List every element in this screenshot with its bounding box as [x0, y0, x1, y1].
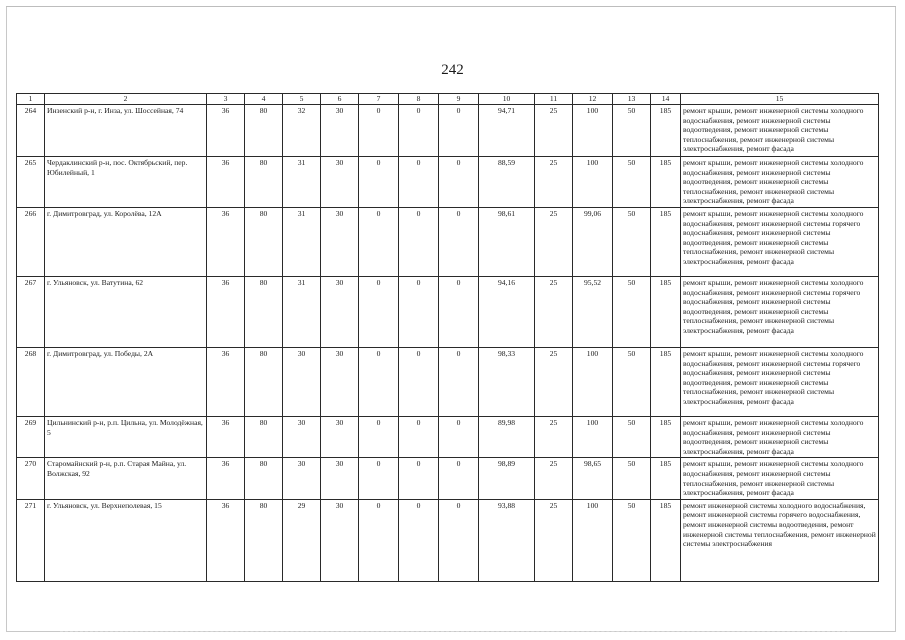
table-row	[17, 277, 879, 348]
col-header-1: 1	[17, 94, 45, 105]
cell-works: ремонт крыши, ремонт инженерной системы холодного водоснабжения, ремонт инженерной системы горячего водоснабжения, ремонт инженерной системы водоотведения, ремонт инженерной системы теплоснабжения, ремонт инженерной системы электроснабжения, ремонт фасада	[681, 208, 879, 277]
cell-col6: 30	[321, 277, 359, 348]
cell-col9: 0	[439, 277, 479, 348]
cell-col13: 50	[613, 499, 651, 581]
cell-col7: 0	[359, 157, 399, 208]
cell-col3: 36	[207, 499, 245, 581]
cell-col10: 94,16	[479, 277, 535, 348]
table-row	[17, 458, 879, 499]
cell-col4: 80	[245, 277, 283, 348]
cell-col12: 98,65	[573, 458, 613, 499]
page-top-edge	[6, 6, 896, 7]
cell-col5: 31	[283, 157, 321, 208]
cell-col8: 0	[399, 157, 439, 208]
cell-col8: 0	[399, 105, 439, 157]
cell-col14: 185	[651, 105, 681, 157]
cell-col13: 50	[613, 208, 651, 277]
cell-col7: 0	[359, 277, 399, 348]
cell-col3: 36	[207, 348, 245, 417]
cell-col10: 93,88	[479, 499, 535, 581]
cell-works: ремонт крыши, ремонт инженерной системы холодного водоснабжения, ремонт инженерной системы водоотведения, ремонт инженерной системы теплоснабжения, ремонт инженерной системы электроснабжения, ремонт фасада	[681, 105, 879, 157]
cell-col8: 0	[399, 277, 439, 348]
col-header-4: 4	[245, 94, 283, 105]
cell-col8: 0	[399, 458, 439, 499]
cell-works: ремонт крыши, ремонт инженерной системы холодного водоснабжения, ремонт инженерной системы водоотведения, ремонт инженерной системы электроснабжения, ремонт фасада	[681, 417, 879, 458]
cell-col3: 36	[207, 417, 245, 458]
cell-col14: 185	[651, 348, 681, 417]
col-header-3: 3	[207, 94, 245, 105]
cell-col13: 50	[613, 417, 651, 458]
cell-works: ремонт крыши, ремонт инженерной системы холодного водоснабжения, ремонт инженерной системы водоотведения, ремонт инженерной системы теплоснабжения, ремонт инженерной системы электроснабжения, ремонт фасада	[681, 157, 879, 208]
col-header-9: 9	[439, 94, 479, 105]
col-header-13: 13	[613, 94, 651, 105]
col-header-10: 10	[479, 94, 535, 105]
cell-col10: 98,33	[479, 348, 535, 417]
cell-works: ремонт инженерной системы холодного водоснабжения, ремонт инженерной системы горячего водоснабжения, ремонт инженерной системы водоотведения, ремонт инженерной системы теплоснабжения, ремонт инженерной системы электроснабжения	[681, 499, 879, 581]
cell-col7: 0	[359, 208, 399, 277]
table-row	[17, 208, 879, 277]
cell-col11: 25	[535, 348, 573, 417]
col-header-5: 5	[283, 94, 321, 105]
cell-col9: 0	[439, 105, 479, 157]
cell-col4: 80	[245, 157, 283, 208]
cell-works: ремонт крыши, ремонт инженерной системы холодного водоснабжения, ремонт инженерной системы теплоснабжения, ремонт инженерной системы электроснабжения, ремонт фасада	[681, 458, 879, 499]
cell-col12: 100	[573, 499, 613, 581]
cell-col9: 0	[439, 157, 479, 208]
cell-col5: 30	[283, 348, 321, 417]
cell-col6: 30	[321, 417, 359, 458]
cell-address: г. Ульяновск, ул. Верхнеполевая, 15	[45, 499, 207, 581]
cell-col5: 30	[283, 417, 321, 458]
cell-col6: 30	[321, 157, 359, 208]
cell-col3: 36	[207, 105, 245, 157]
cell-col7: 0	[359, 499, 399, 581]
cell-col4: 80	[245, 417, 283, 458]
cell-col9: 0	[439, 499, 479, 581]
cell-col9: 0	[439, 208, 479, 277]
cell-col7: 0	[359, 105, 399, 157]
cell-col4: 80	[245, 105, 283, 157]
table-row	[17, 157, 879, 208]
table-row	[17, 105, 879, 157]
col-header-15: 15	[681, 94, 879, 105]
cell-number: 264	[17, 105, 45, 157]
cell-works: ремонт крыши, ремонт инженерной системы холодного водоснабжения, ремонт инженерной системы горячего водоснабжения, ремонт инженерной системы водоотведения, ремонт инженерной системы теплоснабжения, ремонт инженерной системы электроснабжения, ремонт фасада	[681, 277, 879, 348]
cell-col3: 36	[207, 458, 245, 499]
cell-col7: 0	[359, 348, 399, 417]
cell-col4: 80	[245, 348, 283, 417]
cell-col13: 50	[613, 277, 651, 348]
cell-col3: 36	[207, 277, 245, 348]
cell-col8: 0	[399, 499, 439, 581]
cell-address: г. Ульяновск, ул. Ватутина, 62	[45, 277, 207, 348]
cell-col13: 50	[613, 105, 651, 157]
cell-col14: 185	[651, 499, 681, 581]
table-row	[17, 499, 879, 581]
cell-col5: 31	[283, 208, 321, 277]
cell-col11: 25	[535, 157, 573, 208]
cell-col14: 185	[651, 417, 681, 458]
col-header-6: 6	[321, 94, 359, 105]
scan-artifact-line	[60, 631, 850, 632]
cell-col6: 30	[321, 499, 359, 581]
cell-col12: 95,52	[573, 277, 613, 348]
cell-col4: 80	[245, 499, 283, 581]
cell-col12: 100	[573, 417, 613, 458]
col-header-8: 8	[399, 94, 439, 105]
cell-col10: 98,61	[479, 208, 535, 277]
cell-col8: 0	[399, 208, 439, 277]
cell-col11: 25	[535, 105, 573, 157]
table-row	[17, 417, 879, 458]
cell-col11: 25	[535, 277, 573, 348]
cell-address: г. Димитровград, ул. Победы, 2А	[45, 348, 207, 417]
cell-col7: 0	[359, 458, 399, 499]
repair-table	[16, 93, 879, 582]
cell-col4: 80	[245, 458, 283, 499]
col-header-11: 11	[535, 94, 573, 105]
cell-number: 271	[17, 499, 45, 581]
table-row	[17, 348, 879, 417]
cell-col12: 100	[573, 348, 613, 417]
cell-col13: 50	[613, 348, 651, 417]
cell-col8: 0	[399, 348, 439, 417]
cell-col5: 32	[283, 105, 321, 157]
cell-col10: 88,59	[479, 157, 535, 208]
cell-number: 269	[17, 417, 45, 458]
cell-number: 266	[17, 208, 45, 277]
cell-col10: 98,89	[479, 458, 535, 499]
cell-col11: 25	[535, 208, 573, 277]
cell-col10: 94,71	[479, 105, 535, 157]
cell-col11: 25	[535, 499, 573, 581]
cell-col12: 100	[573, 105, 613, 157]
cell-number: 265	[17, 157, 45, 208]
cell-col6: 30	[321, 105, 359, 157]
col-header-14: 14	[651, 94, 681, 105]
cell-number: 268	[17, 348, 45, 417]
header-row	[17, 94, 879, 105]
cell-col10: 89,98	[479, 417, 535, 458]
cell-col8: 0	[399, 417, 439, 458]
cell-address: г. Димитровград, ул. Королёва, 12А	[45, 208, 207, 277]
col-header-2: 2	[45, 94, 207, 105]
cell-col11: 25	[535, 417, 573, 458]
cell-works: ремонт крыши, ремонт инженерной системы холодного водоснабжения, ремонт инженерной системы горячего водоснабжения, ремонт инженерной системы водоотведения, ремонт инженерной системы теплоснабжения, ремонт инженерной системы электроснабжения, ремонт фасада	[681, 348, 879, 417]
cell-col3: 36	[207, 157, 245, 208]
cell-col7: 0	[359, 417, 399, 458]
cell-address: Старомайнский р-н, р.п. Старая Майна, ул. Волжская, 92	[45, 458, 207, 499]
page-number: 242	[441, 62, 464, 78]
cell-col5: 30	[283, 458, 321, 499]
cell-col5: 29	[283, 499, 321, 581]
cell-col4: 80	[245, 208, 283, 277]
col-header-7: 7	[359, 94, 399, 105]
cell-col13: 50	[613, 157, 651, 208]
cell-number: 267	[17, 277, 45, 348]
col-header-12: 12	[573, 94, 613, 105]
cell-col9: 0	[439, 417, 479, 458]
cell-col6: 30	[321, 208, 359, 277]
cell-col3: 36	[207, 208, 245, 277]
cell-col12: 100	[573, 157, 613, 208]
cell-col13: 50	[613, 458, 651, 499]
cell-col14: 185	[651, 208, 681, 277]
cell-col12: 99,06	[573, 208, 613, 277]
cell-col9: 0	[439, 348, 479, 417]
cell-col14: 185	[651, 458, 681, 499]
cell-col6: 30	[321, 458, 359, 499]
cell-address: Цильнинский р-н, р.п. Цильна, ул. Молодёжная, 5	[45, 417, 207, 458]
cell-col14: 185	[651, 157, 681, 208]
cell-col5: 31	[283, 277, 321, 348]
cell-number: 270	[17, 458, 45, 499]
cell-col11: 25	[535, 458, 573, 499]
cell-address: Чердаклинский р-н, пос. Октябрьский, пер. Юбилейный, 1	[45, 157, 207, 208]
cell-col9: 0	[439, 458, 479, 499]
cell-col6: 30	[321, 348, 359, 417]
cell-address: Инзенский р-н, г. Инза, ул. Шоссейная, 74	[45, 105, 207, 157]
cell-col14: 185	[651, 277, 681, 348]
